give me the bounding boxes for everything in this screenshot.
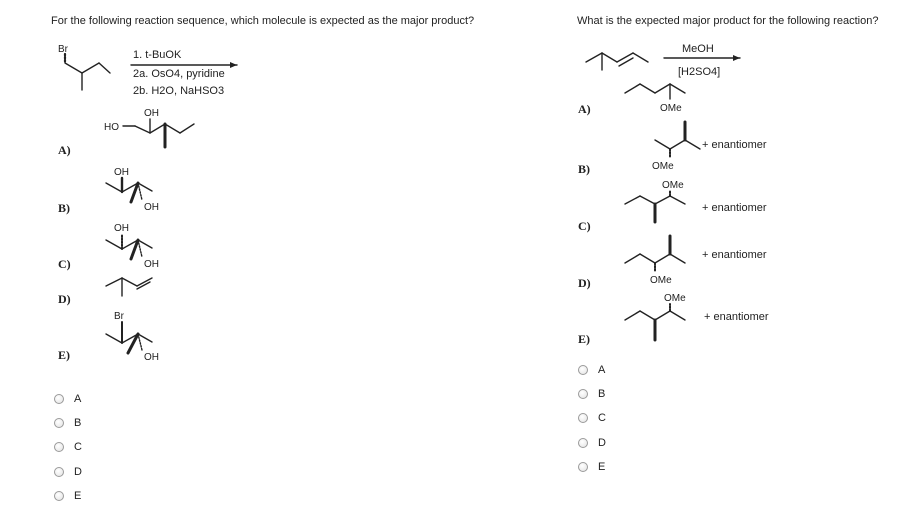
q2-b-enantiomer: + enantiomer	[702, 139, 767, 151]
q1-option-label-e: E	[74, 490, 82, 502]
q1-option-e-structure	[106, 322, 152, 353]
q2-option-label-d: D	[598, 437, 606, 449]
q2-reaction-arrow	[664, 55, 740, 61]
q2-radio-d[interactable]	[578, 438, 588, 448]
q2-radio-b[interactable]	[578, 389, 588, 399]
q1-option-c-structure	[106, 234, 152, 259]
q1-radio-a[interactable]	[54, 394, 64, 404]
q2-option-row-a[interactable]	[578, 363, 605, 377]
q1-option-row-c[interactable]	[54, 440, 82, 454]
q1-choice-letter-a: A)	[58, 143, 71, 157]
q2-choice-letter-b: B)	[578, 162, 590, 176]
q1-option-label-d: D	[74, 466, 82, 478]
q1-starting-material-structure	[65, 54, 110, 90]
q2-choice-letter-a: A)	[578, 102, 591, 116]
q1-c-oh-label-2: OH	[144, 259, 159, 270]
q1-e-br-label: Br	[114, 311, 124, 322]
question-1-prompt: For the following reaction sequence, which molecule is expected as the major product?	[51, 15, 475, 27]
q2-option-label-e: E	[598, 461, 606, 473]
q2-radio-e[interactable]	[578, 462, 588, 472]
q2-option-b-structure	[655, 122, 700, 158]
q2-starting-material-structure	[586, 53, 648, 70]
q1-option-b-structure	[106, 178, 152, 202]
q2-option-d-structure	[625, 236, 685, 272]
q1-option-a-structure	[123, 119, 194, 147]
q1-choice-letter-d: D)	[58, 292, 71, 306]
q1-radio-e[interactable]	[54, 491, 64, 501]
q2-option-row-c[interactable]	[578, 411, 606, 425]
q2-option-a-structure	[625, 84, 685, 99]
q1-e-oh-label: OH	[144, 352, 159, 363]
q1-choice-letter-e: E)	[58, 348, 70, 362]
q1-reagent-step2a: 2a. OsO4, pyridine	[133, 68, 225, 80]
q2-option-row-b[interactable]	[578, 387, 605, 401]
q2-d-enantiomer: + enantiomer	[702, 249, 767, 261]
question-2-prompt: What is the expected major product for the following reaction?	[577, 15, 879, 27]
q1-option-row-d[interactable]	[54, 465, 82, 479]
q1-radio-b[interactable]	[54, 418, 64, 428]
q1-option-d-structure	[106, 278, 152, 296]
q1-radio-c[interactable]	[54, 442, 64, 452]
q1-choice-letter-c: C)	[58, 257, 71, 271]
q1-b-oh-label-2: OH	[144, 202, 159, 213]
q1-option-label-b: B	[74, 417, 82, 429]
q2-option-e-structure	[625, 304, 685, 340]
q1-reagent-step2b: 2b. H2O, NaHSO3	[133, 85, 225, 97]
q1-a-oh-label: OH	[144, 108, 159, 119]
q2-radio-c[interactable]	[578, 413, 588, 423]
q2-c-ome-label: OMe	[662, 180, 684, 191]
q1-reagent-step1: 1. t-BuOK	[133, 49, 182, 61]
q2-option-label-b: B	[598, 388, 606, 400]
q1-option-row-a[interactable]	[54, 392, 81, 406]
q1-option-label-c: C	[74, 441, 82, 453]
q2-option-row-d[interactable]	[578, 436, 606, 450]
q2-e-enantiomer: + enantiomer	[704, 311, 769, 323]
q1-b-oh-label: OH	[114, 167, 129, 178]
q2-reagent-top: MeOH	[682, 43, 714, 55]
q2-option-label-a: A	[598, 364, 606, 376]
q1-start-br-label: Br	[58, 44, 68, 55]
q2-choice-letter-d: D)	[578, 276, 591, 290]
q1-option-row-b[interactable]	[54, 416, 81, 430]
q2-option-label-c: C	[598, 412, 606, 424]
q2-b-ome-label: OMe	[652, 161, 674, 172]
q1-option-row-e[interactable]	[54, 489, 81, 503]
q2-choice-letter-e: E)	[578, 332, 590, 346]
q2-e-ome-label: OMe	[664, 293, 686, 304]
q2-radio-a[interactable]	[578, 365, 588, 375]
q2-a-ome-label: OMe	[660, 103, 682, 114]
q1-radio-d[interactable]	[54, 467, 64, 477]
q1-c-oh-label: OH	[114, 223, 129, 234]
q1-choice-letter-b: B)	[58, 201, 70, 215]
q2-option-c-structure	[625, 190, 685, 222]
q1-option-label-a: A	[74, 393, 82, 405]
q2-d-ome-label: OMe	[650, 275, 672, 286]
q2-choice-letter-c: C)	[578, 219, 591, 233]
q2-reagent-bottom: [H2SO4]	[678, 66, 721, 78]
q2-option-row-e[interactable]	[578, 460, 605, 474]
q1-a-ho-label: HO	[104, 122, 119, 133]
q2-c-enantiomer: + enantiomer	[702, 202, 767, 214]
